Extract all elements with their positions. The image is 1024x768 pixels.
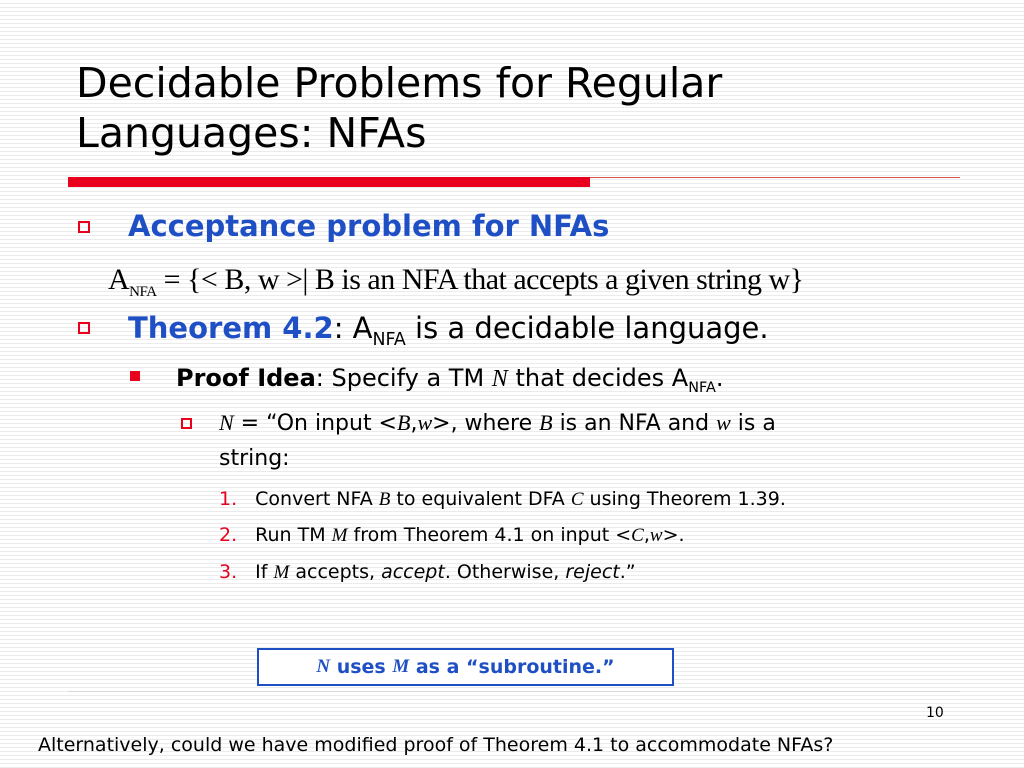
theorem-colon: : A <box>333 311 373 345</box>
step-2 <box>219 524 685 547</box>
machine-var-b2: B <box>539 410 553 435</box>
subroutine-callout <box>257 648 674 686</box>
title-line-2: Languages: NFAs <box>76 109 427 157</box>
filled-square-bullet-icon <box>130 371 140 381</box>
proof-subscript: NFA <box>688 379 716 396</box>
proof-text-1: : Specify a TM <box>315 364 492 392</box>
step-3 <box>219 561 636 584</box>
machine-var-n: N <box>219 410 234 435</box>
formula-lhs-subscript: NFA <box>129 284 157 300</box>
step-number: 3. <box>219 561 238 583</box>
step-reject: reject <box>565 561 620 583</box>
step-var: M <box>331 525 348 546</box>
step-text: . Otherwise, <box>444 561 566 583</box>
callout-var-m: M <box>392 656 410 677</box>
slide-title <box>76 58 956 158</box>
callout-var-n: N <box>316 656 331 677</box>
machine-var-w2: w <box>716 410 731 435</box>
step-var: C <box>631 525 644 546</box>
theorem-subscript: NFA <box>372 329 406 350</box>
hollow-square-bullet-icon <box>78 221 90 233</box>
theorem-label: Theorem 4.2 <box>128 311 334 345</box>
formula-definition: = {< B, w >| B is an NFA that accepts a given string w} <box>156 263 804 296</box>
step-1 <box>219 488 786 511</box>
proof-text-2: that decides A <box>507 364 689 392</box>
footer-divider <box>68 691 960 692</box>
title-underline-thick <box>68 177 590 187</box>
step-accept: accept <box>381 561 445 583</box>
title-underline-thin <box>590 177 960 178</box>
callout-text-1: uses <box>330 656 393 678</box>
hollow-square-bullet-icon <box>78 322 90 334</box>
step-text: >. <box>662 524 685 546</box>
step-text: , <box>643 524 650 546</box>
step-text: to equivalent DFA <box>390 488 571 510</box>
step-number: 1. <box>219 488 238 510</box>
title-line-1: Decidable Problems for Regular <box>76 59 723 107</box>
step-text: accepts, <box>289 561 382 583</box>
theorem-rest: is a decidable language. <box>405 311 769 345</box>
bullet-acceptance-problem: Acceptance problem for NFAs <box>128 209 610 243</box>
callout-text-2: as a “subroutine.” <box>409 656 615 678</box>
step-var: w <box>649 525 663 546</box>
proof-text-3: . <box>715 364 724 392</box>
machine-var-b: B <box>397 410 411 435</box>
machine-line-1 <box>219 410 776 436</box>
machine-var-w: w <box>417 410 433 435</box>
formula-lhs: A <box>108 263 130 296</box>
machine-text-2: >, where <box>432 411 540 436</box>
proof-var-n: N <box>491 366 508 392</box>
hollow-square-bullet-icon <box>181 418 192 429</box>
formula-a-nfa <box>108 263 804 301</box>
step-text: Convert NFA <box>255 488 379 510</box>
machine-text-4: is a <box>730 411 776 436</box>
step-text: .” <box>619 561 636 583</box>
proof-idea-label: Proof Idea <box>176 364 316 392</box>
page-number: 10 <box>926 705 944 721</box>
footer-question: Alternatively, could we have modified proof of Theorem 4.1 to accommodate NFAs? <box>38 734 834 756</box>
step-text: using Theorem 1.39. <box>583 488 786 510</box>
step-text: Run TM <box>255 524 332 546</box>
step-var: M <box>273 562 290 583</box>
step-number: 2. <box>219 524 238 546</box>
step-var: B <box>378 489 391 510</box>
step-var: C <box>570 489 584 510</box>
proof-idea-line <box>176 364 723 396</box>
machine-text-1: = “On input < <box>233 411 397 436</box>
machine-comma: , <box>410 411 418 436</box>
machine-text-3: is an NFA and <box>552 411 717 436</box>
machine-line-2: string: <box>219 446 290 471</box>
theorem-line <box>128 311 769 350</box>
step-text: from Theorem 4.1 on input < <box>347 524 632 546</box>
step-text: If <box>255 561 274 583</box>
